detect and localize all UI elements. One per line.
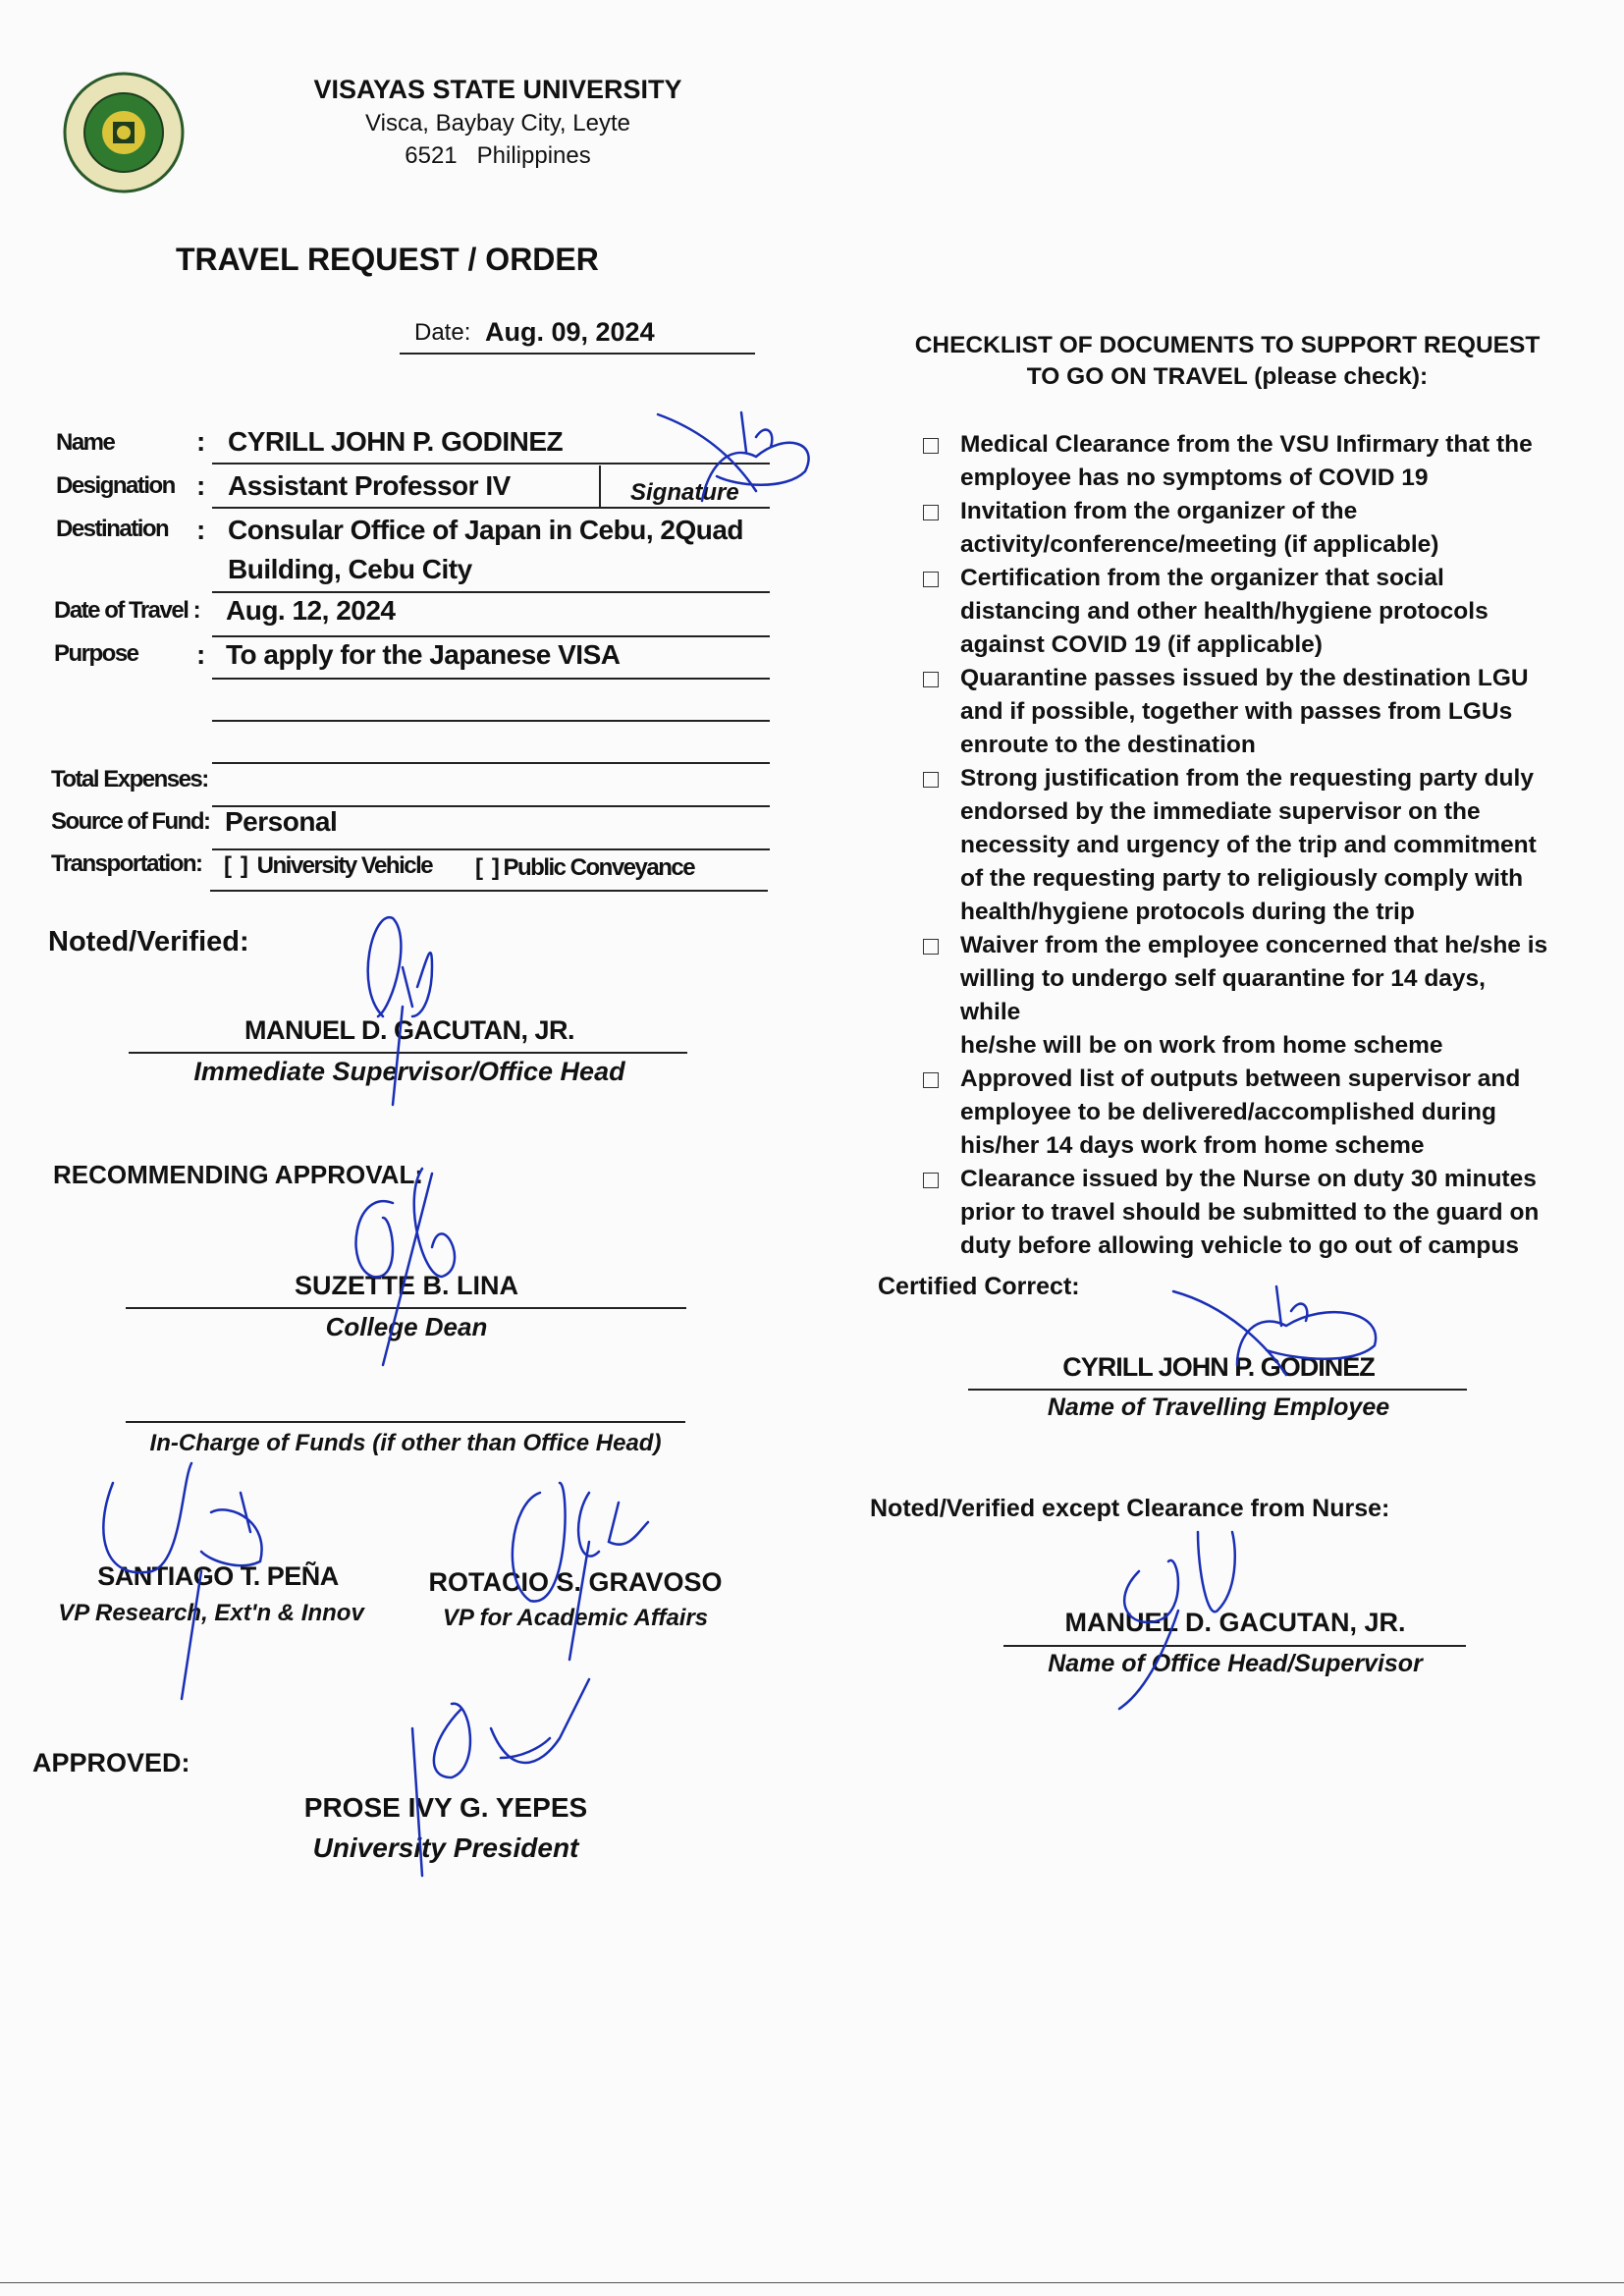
- funds-signer1-title: VP Research, Ext'n & Innov: [58, 1600, 364, 1626]
- checklist-item-line: employee to be delivered/accomplished during: [960, 1099, 1496, 1125]
- university-address: Visca, Baybay City, Leyte: [365, 110, 630, 137]
- checklist-item-line: willing to undergo self quarantine for 14 days, while: [960, 965, 1486, 1025]
- checklist-item-line: against COVID 19 (if applicable): [960, 631, 1323, 658]
- transport-university-vehicle-checkbox[interactable]: [ ] University Vehicle: [224, 852, 433, 879]
- checklist-item-line: necessity and urgency of the trip and commitment: [960, 832, 1537, 858]
- checkbox[interactable]: [923, 438, 939, 454]
- checklist-item-line: Quarantine passes issued by the destination LGU: [960, 665, 1529, 691]
- checklist-item-line: enroute to the destination: [960, 732, 1256, 758]
- checklist-item: [923, 1063, 1551, 1163]
- checklist-item: [923, 662, 1551, 762]
- name-label: Name: [56, 429, 115, 456]
- checklist-item-text: [960, 662, 1529, 762]
- noted-signature-line: [129, 1052, 687, 1054]
- checklist-item: [923, 562, 1551, 662]
- date-value[interactable]: Aug. 09, 2024: [485, 317, 655, 347]
- signature-recommending: [324, 1159, 481, 1375]
- checkbox[interactable]: [923, 1173, 939, 1188]
- approved-signer-name: PROSE IVY G. YEPES: [303, 1792, 588, 1823]
- university-name: VISAYAS STATE UNIVERSITY: [313, 75, 682, 104]
- noted-except-label: Noted/Verified except Clearance from Nurse:: [870, 1495, 1390, 1522]
- funds-label: In-Charge of Funds (if other than Office Head): [149, 1430, 662, 1456]
- checklist-item: [923, 1163, 1551, 1263]
- checklist-item-line: distancing and other health/hygiene protocols: [960, 598, 1489, 625]
- noted-except-signer-title: Name of Office Head/Supervisor: [1048, 1650, 1423, 1677]
- noted-label: Noted/Verified:: [48, 926, 249, 957]
- checklist-title-line2: TO GO ON TRAVEL (please check):: [1026, 363, 1429, 390]
- destination-value-line2[interactable]: Building, Cebu City: [228, 554, 472, 584]
- university-postal: 6521 Philippines: [405, 142, 591, 169]
- name-value[interactable]: CYRILL JOHN P. GODINEZ: [228, 426, 564, 457]
- checklist-item-line: prior to travel should be submitted to the guard on: [960, 1199, 1540, 1226]
- checkbox[interactable]: [923, 672, 939, 687]
- checklist-item-line: health/hygiene protocols during the trip: [960, 899, 1415, 925]
- noted-except-signer-name: MANUEL D. GACUTAN, JR.: [1064, 1608, 1406, 1637]
- colon: :: [196, 426, 205, 457]
- date-label: Date:: [414, 319, 471, 346]
- checklist-item-line: of the requesting party to religiously comply with: [960, 865, 1524, 892]
- checklist-item-line: endorsed by the immediate supervisor on the: [960, 798, 1481, 825]
- checklist-item-line: Strong justification from the requesting party duly: [960, 765, 1534, 792]
- approved-label: APPROVED:: [32, 1748, 190, 1777]
- name-underline: [212, 463, 770, 465]
- recommending-label: RECOMMENDING APPROVAL:: [53, 1160, 423, 1189]
- checklist-item-line: and if possible, together with passes from LGUs: [960, 698, 1513, 725]
- colon: :: [196, 515, 205, 545]
- certified-signature-line: [968, 1389, 1467, 1391]
- source-of-fund-label: Source of Fund:: [51, 808, 210, 835]
- approved-signer-title: University President: [312, 1832, 579, 1863]
- checklist-item-text: [960, 428, 1533, 495]
- checklist-item-text: [960, 495, 1438, 562]
- funds-line: [126, 1421, 685, 1423]
- checklist-item-line: Waiver from the employee concerned that he/she is: [960, 932, 1548, 958]
- designation-underline: [212, 507, 770, 509]
- destination-label: Destination: [56, 516, 169, 542]
- designation-label: Designation: [56, 472, 175, 499]
- checkbox[interactable]: [923, 572, 939, 587]
- colon: :: [196, 639, 205, 670]
- signature-divider: [599, 465, 601, 507]
- funds-signer2-name: ROTACIO S. GRAVOSO: [428, 1567, 723, 1597]
- recommending-signer-title: College Dean: [325, 1312, 488, 1341]
- checklist-item-text: [960, 929, 1551, 1063]
- noted-signer-title: Immediate Supervisor/Office Head: [193, 1057, 625, 1086]
- checklist-item-line: duty before allowing vehicle to go out of campus: [960, 1232, 1519, 1259]
- signature-noted-except: [1110, 1493, 1257, 1719]
- purpose-value[interactable]: To apply for the Japanese VISA: [226, 639, 621, 670]
- checkbox[interactable]: [923, 772, 939, 788]
- funds-signer2-title: VP for Academic Affairs: [442, 1605, 709, 1631]
- recommending-signer-name: SUZETTE B. LINA: [295, 1271, 518, 1300]
- source-of-fund-value[interactable]: Personal: [225, 806, 338, 837]
- checklist-item-line: activity/conference/meeting (if applicable): [960, 531, 1439, 558]
- checkbox[interactable]: [923, 1072, 939, 1088]
- checklist-item-text: [960, 1063, 1520, 1163]
- page-bottom-edge: [0, 2282, 1624, 2283]
- checklist-title-line1: CHECKLIST OF DOCUMENTS TO SUPPORT REQUEST: [914, 332, 1541, 358]
- checklist-item-line: Approved list of outputs between supervisor and: [960, 1066, 1521, 1092]
- destination-value-line1[interactable]: Consular Office of Japan in Cebu, 2Quad: [228, 515, 744, 545]
- signature-funds-2: [461, 1463, 658, 1669]
- checklist-item: [923, 762, 1551, 929]
- checklist-item-line: Invitation from the organizer of the: [960, 498, 1358, 524]
- checklist-item-line: Medical Clearance from the VSU Infirmary that the: [960, 431, 1533, 458]
- noted-except-signature-line: [1003, 1645, 1466, 1647]
- checklist-item-line: Clearance issued by the Nurse on duty 30 minutes: [960, 1166, 1537, 1192]
- checklist-item-text: [960, 762, 1537, 929]
- checklist-item: [923, 495, 1551, 562]
- checklist-item-line: he/she will be on work from home scheme: [960, 1032, 1443, 1059]
- date-of-travel-label: Date of Travel :: [54, 597, 200, 624]
- noted-signer-name: MANUEL D. GACUTAN, JR.: [244, 1015, 575, 1045]
- transportation-underline: [210, 890, 768, 892]
- checklist-item-line: Certification from the organizer that social: [960, 565, 1444, 591]
- total-expenses-label: Total Expenses:: [51, 766, 208, 793]
- certified-signer-title: Name of Travelling Employee: [1047, 1394, 1390, 1421]
- certified-signer-name: CYRILL JOHN P. GODINEZ: [1062, 1352, 1375, 1382]
- transport-public-conveyance-checkbox[interactable]: [ ] Public Conveyance: [475, 854, 695, 881]
- checklist: [923, 428, 1551, 1263]
- signature-label: Signature: [630, 479, 739, 506]
- designation-value[interactable]: Assistant Professor IV: [228, 470, 511, 501]
- form-title: TRAVEL REQUEST / ORDER: [176, 242, 599, 277]
- date-of-travel-value[interactable]: Aug. 12, 2024: [226, 595, 396, 626]
- date-of-travel-underline: [212, 635, 770, 637]
- certified-label: Certified Correct:: [878, 1273, 1080, 1300]
- checkbox[interactable]: [923, 939, 939, 955]
- colon: :: [196, 470, 205, 501]
- date-underline: [400, 353, 755, 355]
- destination-underline: [212, 591, 770, 593]
- source-of-fund-underline: [212, 848, 770, 850]
- checklist-item-text: [960, 1163, 1539, 1263]
- purpose-underline: [212, 678, 770, 680]
- checklist-item-line: employee has no symptoms of COVID 19: [960, 465, 1429, 491]
- checklist-item: [923, 929, 1551, 1063]
- checklist-item-text: [960, 562, 1489, 662]
- transportation-label: Transportation:: [51, 850, 202, 877]
- purpose-extra-line: [212, 720, 770, 722]
- recommending-signature-line: [126, 1307, 686, 1309]
- checklist-item-line: his/her 14 days work from home scheme: [960, 1132, 1425, 1159]
- purpose-extra-line: [212, 762, 770, 764]
- university-seal: [62, 71, 186, 194]
- funds-signer1-name: SANTIAGO T. PEÑA: [97, 1561, 339, 1591]
- checklist-item: [923, 428, 1551, 495]
- purpose-label: Purpose: [54, 640, 138, 667]
- checkbox[interactable]: [923, 505, 939, 520]
